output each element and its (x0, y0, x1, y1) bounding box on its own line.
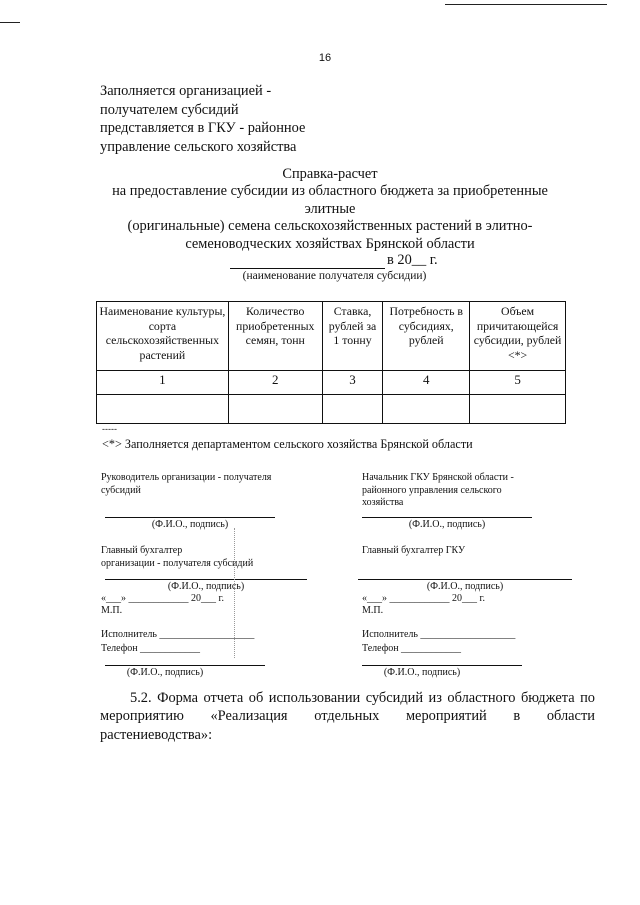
right-executor: Исполнитель ___________________ (362, 629, 516, 640)
left-executor-caption: (Ф.И.О., подпись) (126, 667, 204, 678)
right-head-title-line: районного управления сельского (362, 484, 502, 496)
left-stamp-mark: М.П. (101, 605, 123, 616)
title-line: (оригинальные) семена сельскохозяйственных растений в элитно- (127, 218, 533, 235)
header-cell-amount: Объем причитающейся субсидии, рублей <*> (470, 302, 566, 371)
right-date-line: «___» ____________ 20___ г. (362, 593, 485, 604)
page-number: 16 (318, 52, 332, 64)
scan-edge-line-top (445, 4, 607, 5)
section-5-2 (100, 689, 595, 744)
section-word: отдельных (314, 708, 380, 725)
table-cell (228, 395, 322, 424)
title-line: элитные (304, 200, 356, 217)
left-accountant-title-line: Главный бухгалтер (101, 545, 183, 556)
table-header-row (97, 302, 566, 371)
column-number: 5 (470, 371, 566, 395)
left-accountant-caption: (Ф.И.О., подпись) (167, 581, 245, 592)
table-cell (383, 395, 470, 424)
right-head-title-line: Начальник ГКУ Брянской области - (362, 472, 514, 483)
column-number: 2 (228, 371, 322, 395)
year-text: в 20__ г. (387, 252, 438, 268)
fill-note-line: получателем субсидий (100, 101, 239, 118)
title-line: на предоставление субсидии из областного бюджета за приобретенные (112, 183, 548, 200)
column-number: 1 (97, 371, 229, 395)
section-word: мероприятию (100, 708, 184, 725)
left-executor-signature-line (105, 665, 265, 666)
left-accountant-title (101, 545, 331, 570)
right-head-title (362, 472, 582, 510)
right-accountant-signature-line (358, 579, 572, 580)
section-word: в (513, 708, 521, 725)
column-number: 3 (322, 371, 383, 395)
right-head-signature-line (362, 517, 532, 518)
right-accountant-caption: (Ф.И.О., подпись) (426, 581, 504, 592)
right-head-title-line: хозяйства (362, 497, 404, 508)
footnote-separator: ----- (102, 424, 117, 434)
header-cell-quantity: Количество приобретенных семян, тонн (228, 302, 322, 371)
right-head-caption: (Ф.И.О., подпись) (408, 519, 486, 530)
scan-edge-line-left (0, 22, 20, 23)
section-line-justified (100, 707, 595, 725)
title-line: семеноводческих хозяйствах Брянской области (185, 235, 475, 252)
section-word: области (546, 708, 595, 725)
left-executor: Исполнитель ___________________ (101, 629, 255, 640)
right-accountant-title: Главный бухгалтер ГКУ (362, 545, 466, 556)
right-executor-signature-line (362, 665, 522, 666)
left-head-title-line: Руководитель организации - получателя (101, 472, 272, 483)
table-cell (322, 395, 383, 424)
table-cell (97, 395, 229, 424)
scan-artifact-line (234, 528, 235, 658)
footnote: <*> Заполняется департаментом сельского хозяйства Брянской области (102, 437, 473, 451)
left-date-line: «___» ____________ 20___ г. (101, 593, 224, 604)
section-line: растениеводства»: (100, 726, 213, 743)
fill-note-line: управление сельского хозяйства (100, 138, 297, 155)
document-title (95, 166, 565, 253)
title-line: Справка-расчет (282, 166, 378, 182)
recipient-name-line (230, 254, 385, 269)
subsidy-table (96, 301, 566, 424)
right-executor-caption: (Ф.И.О., подпись) (383, 667, 461, 678)
section-line: 5.2. Форма отчета об использовании субсидий из областного бюджета по (130, 690, 595, 706)
fill-note-line: представляется в ГКУ - районное (100, 120, 306, 137)
table-number-row (97, 371, 566, 395)
table-cell (470, 395, 566, 424)
right-phone: Телефон ____________ (362, 643, 462, 654)
left-accountant-signature-line (105, 579, 307, 580)
section-word: мероприятий (405, 708, 487, 725)
section-word: «Реализация (210, 708, 288, 725)
left-phone: Телефон ____________ (101, 643, 201, 654)
left-head-signature-line (105, 517, 275, 518)
fill-note (100, 82, 360, 156)
left-head-caption: (Ф.И.О., подпись) (151, 519, 229, 530)
left-accountant-title-line: организации - получателя субсидий (101, 557, 254, 569)
recipient-caption: (наименование получателя субсидии) (242, 270, 427, 282)
left-head-title-line: субсидий (101, 484, 141, 496)
column-number: 4 (383, 371, 470, 395)
header-cell-rate: Ставка, рублей за 1 тонну (322, 302, 383, 371)
right-stamp-mark: М.П. (362, 605, 384, 616)
table-row (97, 395, 566, 424)
header-cell-need: Потребность в субсидиях, рублей (383, 302, 470, 371)
left-head-title (101, 472, 321, 497)
fill-note-line: Заполняется организацией - (100, 83, 272, 99)
header-cell-crop: Наименование культуры, сорта сельскохозяйственных растений (97, 302, 229, 371)
